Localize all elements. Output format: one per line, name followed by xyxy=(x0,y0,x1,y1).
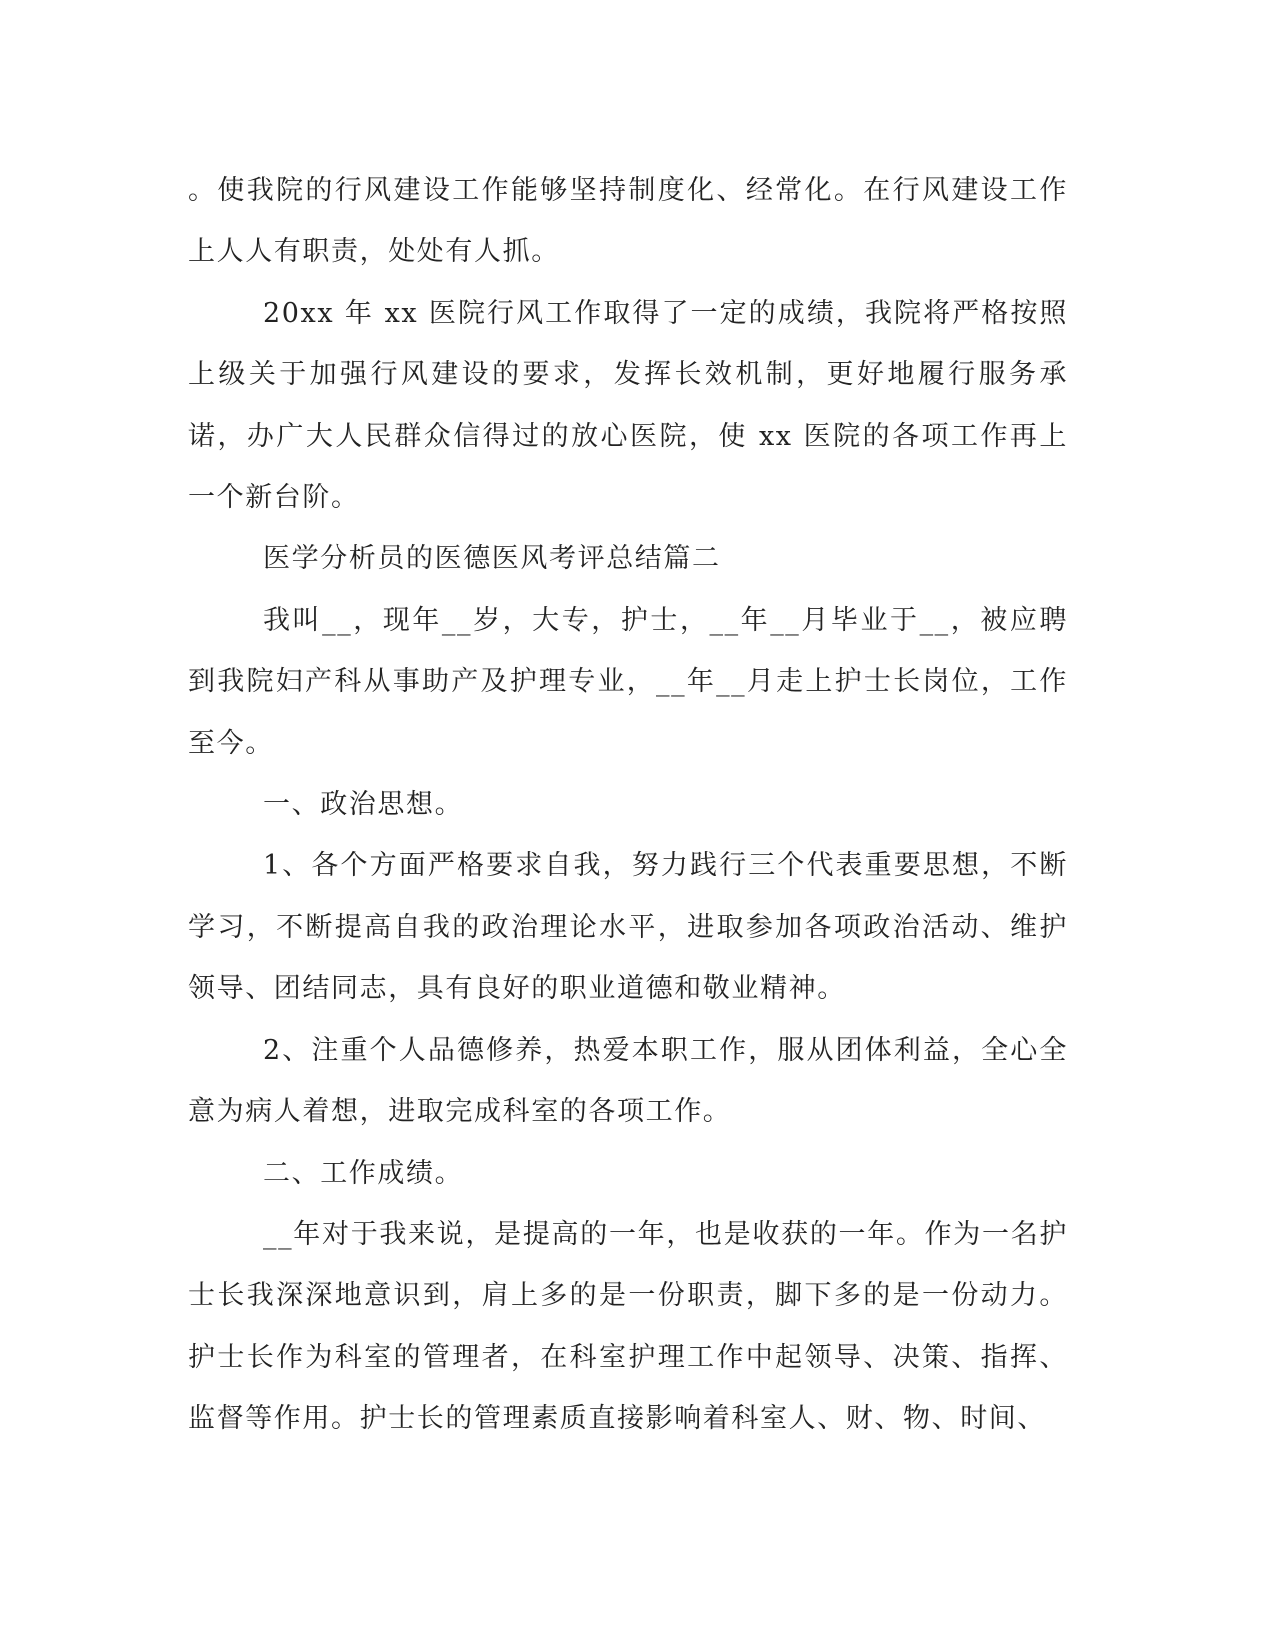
document-body xyxy=(188,160,1068,1450)
paragraph-continuation: 。使我院的行风建设工作能够坚持制度化、经常化。在行风建设工作上人人有职责，处处有人抓。 xyxy=(188,175,1068,268)
list-item-1: 1、各个方面严格要求自我，努力践行三个代表重要思想，不断学习，不断提高自我的政治理论水平，进取参加各项政治活动、维护领导、团结同志，具有良好的职业道德和敬业精神。 xyxy=(188,850,1068,1005)
heading-work-results: 二、工作成绩。 xyxy=(263,1157,464,1189)
paragraph-work-summary: __年对于我来说，是提高的一年，也是收获的一年。作为一名护士长我深深地意识到，肩上多的是一份职责，脚下多的是一份动力。护士长作为科室的管理者，在科室护理工作中起领导、决策、指挥、监督等作用。护士长的管理素质直接影响着科室人、财、物、时间、 xyxy=(188,1218,1068,1435)
paragraph-self-introduction: 我叫__，现年__岁，大专，护士，__年__月毕业于__，被应聘到我院妇产科从事助产及护理专业，__年__月走上护士长岗位，工作至今。 xyxy=(188,604,1068,759)
paragraph-achievements: 20xx 年 xx 医院行风工作取得了一定的成绩，我院将严格按照上级关于加强行风建设的要求，发挥长效机制，更好地履行服务承诺，办广大人民群众信得过的放心医院，使 xx 医院的各项工作再上一个新台阶。 xyxy=(188,297,1068,514)
heading-political-thought: 一、政治思想。 xyxy=(263,789,464,821)
section-title: 医学分析员的医德医风考评总结篇二 xyxy=(263,543,721,575)
list-item-2: 2、注重个人品德修养，热爱本职工作，服从团体利益，全心全意为病人着想，进取完成科室的各项工作。 xyxy=(188,1034,1068,1128)
